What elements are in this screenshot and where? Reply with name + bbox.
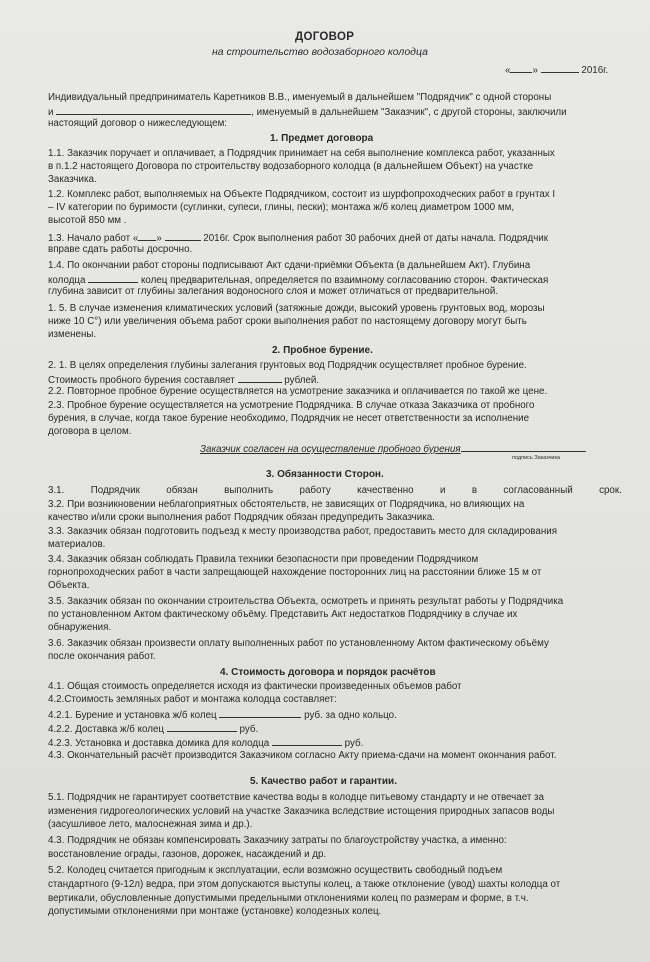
intro-line-3: настоящий договор о нижеследующем:	[48, 118, 228, 129]
s4-line: 4.2.Стоимость земляных работ и монтажа колодца составляет:	[48, 694, 337, 705]
s3-line: после окончания работ.	[48, 651, 156, 662]
s5-line: изменения гидрогеологических условий на участке Заказчика вследствие истощения природных запасов воды	[48, 806, 555, 817]
s3-line: материалов.	[48, 539, 106, 550]
s5-line: (засушливое лето, малоснежная зима и др.).	[48, 819, 253, 830]
s3-line: качество и/или сроки выполнения работ Подрядчик обязан предупредить Заказчика.	[48, 512, 435, 523]
s2-price-line: Стоимость пробного бурения составляет рублей.	[48, 372, 319, 387]
s3-line: 3.6. Заказчик обязан произвести оплату выполненных работ по установленному Актом фактическому объёму	[48, 638, 549, 649]
s2-line: 2.3. Пробное бурение осуществляется на усмотрение Подрядчика. В случае отказа Заказчика от пробного	[48, 400, 535, 411]
s3-line: по установленном Актом фактическому объёму. Представить Акт недостатков Подрядчику в случае их	[48, 609, 518, 620]
s1-depth-line: колодца колец предварительная, определяется по взаимному согласованию сторон. Фактическая	[48, 272, 548, 287]
s5-line: 5.1. Подрядчик не гарантирует соответствие качества воды в колодце питьевому стандарту и не отвечает за	[48, 792, 544, 803]
s5-line: вертикали, обусловленные допустимыми предельными отклонениями колец по размерам и форме, в т.ч.	[48, 893, 529, 904]
s1-line: в п.1.2 настоящего Договора по строительству водозаборного колодца (в дальнейшем Объект) на участке	[48, 161, 534, 172]
section-5-title: 5. Качество работ и гарантии.	[250, 776, 397, 787]
s2-line: 2.2. Повторное пробное бурение осуществляется на усмотрение заказчика и оплачивается по такой же цене.	[48, 386, 548, 397]
s3-line: горнопроходческих работ в части запрещающей нахождение посторонних лиц на расстоянии ближе 15 м от	[48, 567, 542, 578]
s3-line: 3.2. При возникновении неблагоприятных обстоятельств, не зависящих от Подрядчика, но влияющих на	[48, 499, 525, 510]
s3-line: 3.5. Заказчик обязан по окончании строительства Объекта, осмотреть и принять результат работы у Подрядчика	[48, 596, 564, 607]
s3-line-justified: 3.1. Подрядчик обязан выполнить работу качественно и в согласованный срок.	[48, 485, 622, 496]
section-2-title: 2. Пробное бурение.	[272, 345, 373, 356]
date-year: 2016г.	[581, 65, 609, 76]
agreement-text: Заказчик согласен на осуществление пробного бурения	[200, 444, 461, 455]
s1-line: высотой 850 мм .	[48, 215, 127, 226]
date-close-quote: »	[532, 65, 538, 76]
s5-line: стандартного (9-12л) ведра, при этом допускаются выступы колец, а также отклонение (увод) шахты колодца от	[48, 879, 561, 890]
s1-start-date-line: 1.3. Начало работ « » 2016г. Срок выполнения работ 30 рабочих дней от даты начала. Подрядчик	[48, 230, 548, 245]
s5-line: восстановление ограды, газонов, дорожек, насаждений и др.	[48, 849, 327, 860]
s1-line: 1.4. По окончании работ стороны подписывают Акт сдачи-приёмки Объекта (в дальнейшем Акт). Глубина	[48, 260, 531, 271]
intro-customer-clause: , именуемый в дальнейшем "Заказчик", с другой стороны, заключили	[251, 107, 567, 118]
s1-line: изменены.	[48, 329, 97, 340]
s4-delivery-price: 4.2.2. Доставка ж/б колец руб.	[48, 721, 258, 736]
s1-line: 1.1. Заказчик поручает и оплачивает, а Подрядчик принимает на себя выполнение комплекса работ, указанных	[48, 148, 555, 159]
s1-line: ниже 10 С°) или увеличения объема работ сроки выполнения работ по настоящему договору могут быть	[48, 316, 527, 327]
contract-date	[505, 62, 608, 77]
s3-line: 3.4. Заказчик обязан соблюдать Правила техники безопасности при проведении Подрядчиком	[48, 554, 479, 565]
s2-line: 2. 1. В целях определения глубины залегания грунтовых вод Подрядчик осуществляет пробное бурение.	[48, 360, 527, 371]
s4-line: 4.3. Окончательный расчёт производится Заказчиком согласно Акту приема-сдачи на момент окончания работ.	[48, 750, 557, 761]
s1-line: 1.2. Комплекс работ, выполняемых на Объекте Подрядчиком, состоит из шурфопроходческих работ в грунтах I	[48, 189, 556, 200]
s4-house-price: 4.2.3. Установка и доставка домика для колодца руб.	[48, 735, 363, 750]
s5-line: 5.2. Колодец считается пригодным к эксплуатации, если возможно осуществить свободный подъем	[48, 865, 503, 876]
s4-rings-price: 4.2.1. Бурение и установка ж/б колец руб. за одно кольцо.	[48, 707, 397, 722]
s2-line: бурения, в случае, когда такое бурение необходимо, Подрядчик не несет ответственности за исполнение	[48, 413, 530, 424]
s3-line: обнаружения.	[48, 622, 112, 633]
s1-line: 1. 5. В случае изменения климатических условий (затяжные дожди, высокий уровень грунтовых вод, морозы	[48, 303, 545, 314]
date-open-quote: «	[505, 65, 511, 76]
signature-label: подпись Заказчика	[512, 455, 561, 461]
s5-line: допустимыми отклонениями при монтаже (установке) колодезных колец.	[48, 906, 382, 917]
s1-line: вправе сдать работы досрочно.	[48, 244, 193, 255]
section-1-title: 1. Предмет договора	[270, 133, 374, 144]
s2-line: договора в целом.	[48, 426, 132, 437]
s3-line: Объекта.	[48, 580, 90, 591]
s5-line: 4.3. Подрядчик не обязан компенсировать Заказчику затраты по благоустройству участка, а именно:	[48, 835, 507, 846]
s3-line: 3.3. Заказчик обязан подготовить подъезд к месту производства работ, предоставить место для складирования	[48, 526, 558, 537]
section-4-title: 4. Стоимость договора и порядок расчётов	[220, 667, 436, 678]
document-title: ДОГОВОР	[295, 31, 355, 43]
section-3-title: 3. Обязанности Сторон.	[266, 469, 384, 480]
s1-line: Заказчика.	[48, 174, 97, 185]
s1-line: – IV категории по буримости (суглинки, супеси, глины, пески); монтажа ж/б колец диаметром 1000 мм,	[48, 202, 515, 213]
document-subtitle: на строительство водозаборного колодца	[212, 46, 428, 58]
intro-and: и	[48, 107, 54, 118]
intro-line-1: Индивидуальный предприниматель Каретников В.В., именуемый в дальнейшем "Подрядчик" с одной стороны	[48, 92, 552, 103]
s4-line: 4.1. Общая стоимость определяется исходя из фактически произведенных объемов работ	[48, 681, 462, 692]
s1-line: глубина зависит от глубины залегания водоносного слоя и может отличаться от предварительной.	[48, 286, 499, 297]
